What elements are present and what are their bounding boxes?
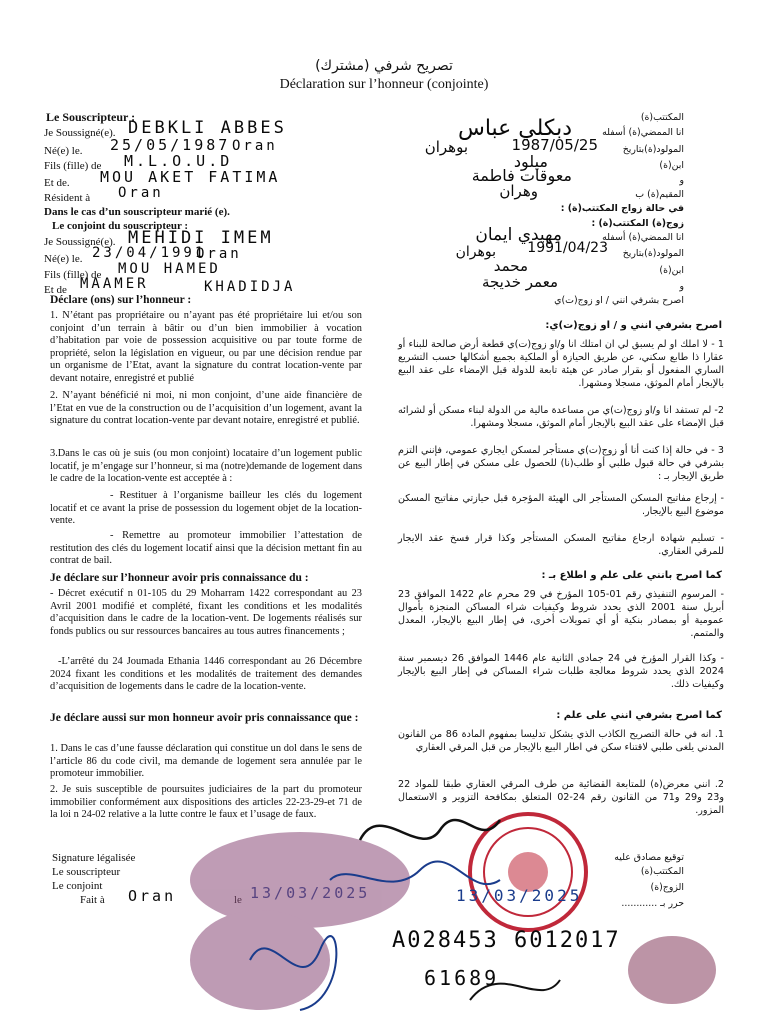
sig-conjoint: Le conjoint	[52, 880, 103, 892]
left-para-3b: - Remettre au promoteur immobilier l’attestation de restitution des clés du logement locatif ainsi que la décision mettant fin au contrat de bail.	[50, 530, 362, 567]
title-arabic: تصريح شرفي (مشترك)	[315, 58, 453, 74]
left-arrete: -L’arrêté du 24 Joumada Ethania 1446 correspondant au 26 Décembre 2024 fixant les conditions et les modalités de traitement des demandes d’acquisition de logements dans le cadre de la location-vente.	[50, 656, 362, 693]
fait-a-label: Fait à	[80, 894, 105, 906]
ar-connaissance-heading: كما اصرح بانني على علم و اطلاع بـ :	[541, 570, 722, 581]
label-ne: Né(e) le.	[44, 145, 83, 157]
ar-value-pere: ميلود	[513, 152, 548, 171]
ar-conjoint-mere: معمر خديجة	[481, 273, 558, 291]
conjoint-value-mere-prenom: KHADIDJA	[204, 279, 296, 295]
conjoint-label-fils: Fils (fille) de	[44, 269, 102, 281]
label-resident: Résident à	[44, 192, 91, 204]
stamp-registration-numbers: A028453 6012017	[392, 928, 621, 953]
ar-value-lieu: بوهران	[424, 138, 468, 156]
ar-label-soussigne: انا الممضي(ة) أسفله	[602, 127, 684, 138]
left-decret: - Décret exécutif n 01-105 du 29 Moharram 1422 correspondant au 23 Avril 2001 modifié et complété, fixant les conditions et les modalités d’acquisition dans le cadre de la location-vent. De logements réalisés sur fonds publics ou sur ressources bancaires au tous autres financements ;	[50, 588, 362, 637]
ar-sig-conjoint: الزوج(ة)	[650, 882, 684, 893]
ar-conjoint-label-ne: المولود(ة)بتاريخ	[622, 248, 684, 259]
declare-heading: Déclare (ons) sur l’honneur :	[50, 294, 192, 306]
left-para-2: 2. N’ayant bénéficié ni moi, ni mon conjoint, d’une aide financière de l’Etat en vue de la construction ou de l’acquisition d’un logement, avant la signature du contrat location-vente par devant notaire, enregistré et publié.	[50, 390, 362, 427]
ar-aussi-1: 1. انه في حالة التصريح الكاذب الذي يشكل تدليسا بمفهوم المادة 86 من القانون المدني يلغى طلبي لاقتناء سكن في اطار البيع بالإيجار من قبل المرقي العقاري	[398, 729, 725, 753]
label-fils: Fils (fille) de	[44, 160, 102, 172]
conjoint-label-et-de: Et de	[44, 284, 67, 296]
sig-legalisee: Signature légalisée	[52, 852, 136, 864]
sig-souscripteur: Le souscripteur	[52, 866, 121, 878]
left-para-3: 3.Dans le cas où je suis (ou mon conjoint) locataire d’un logement public locatif, je m’engage sur l’honneur, si ma (notre)demande de logement dans le cadre de la location-vente est acceptée à :	[50, 448, 362, 485]
connaissance-heading: Je déclare sur l’honneur avoir pris connaissance du :	[50, 572, 309, 584]
ar-conjoint-pere: محمد	[493, 257, 528, 275]
conjoint-value-nom: MEHIDI IMEM	[128, 228, 274, 248]
value-date: 25/05/1987	[110, 136, 231, 154]
signature-stroke-1	[360, 820, 500, 840]
conjoint-title: Le conjoint du souscripteur :	[52, 220, 189, 232]
ar-sig-legalisee: توقيع مصادق عليه	[614, 852, 684, 863]
ar-label-fils: ابن(ة)	[659, 160, 684, 171]
value-pere: M.L.O.U.D	[124, 152, 233, 170]
ar-label-ne: المولود(ة)بتاريخ	[622, 144, 684, 155]
stamp-code: 61689	[424, 966, 500, 990]
ar-fait: حرر بـ ............	[621, 898, 684, 909]
left-para-1: 1. N’étant pas propriétaire ou n’ayant pas été propriétaire lui et/ou son conjoint d’un terrain à bâtir ou d’un bien immobilier à vocation d’habitation par voie de possession acquisitive ou par toute forme de propriété, selon la législation en vigueur, ou par une décision rendue par un organisme de l’Etat, avant la signature du contrat location-vente par devant notaire, enregistré et publié	[50, 310, 362, 384]
ar-souscripteur-title: المكتتب(ة)	[640, 112, 684, 123]
stamp-hand-date: 13/03/2025	[456, 886, 583, 905]
conjoint-label-ne: Né(e) le.	[44, 253, 83, 265]
ar-heading-small: اصرح بشرفي انني / او زوج(ت)ي	[554, 295, 684, 306]
ar-conjoint-label-fils: ابن(ة)	[659, 265, 684, 276]
ar-conjoint-title: زوج(ة) المكتتب(ة) :	[591, 218, 684, 229]
left-para-3a: - Restituer à l’organisme bailleur les clés du logement locatif et ce avant la prise de possession du logement objet de la location-vente.	[50, 490, 362, 527]
conjoint-value-mere-nom: MAAMER	[80, 276, 149, 292]
value-mere: MOU AKET FATIMA	[100, 168, 281, 186]
left-aussi-1: 1. Dans le cas d’une fausse déclaration qui constitue un dol dans le sens de l’article 86 du code civil, ma demande de logement sera annulée par le promoteur immobilier.	[50, 743, 362, 780]
ar-conjoint-nom: مهيدي ايمان	[475, 225, 562, 245]
ar-conjoint-label-soussigne: انا الممضي(ة) أسفله	[602, 232, 684, 243]
left-aussi-2: 2. Je suis susceptible de poursuites judiciaires de la part du promoteur immobilier conformément aux dispositions des articles 22-23-29-et 71 de la loi n 24-02 relative a la lutte contre le faux et l’usage de faux.	[50, 784, 362, 821]
ar-conjoint-date: 1991/04/23	[527, 240, 608, 256]
label-soussigne: Je Soussigné(e).	[44, 127, 116, 139]
red-official-seal	[470, 814, 586, 930]
value-residence: Oran	[118, 185, 164, 201]
ar-para-1: 1 - لا املك او لم يسبق لي ان امتلك انا و/او زوج(ت)ي قطعة أرض صالحة للبناء أو عقارا ذا طابع سكني، عن طريق الحيازة أو الملكية بجميع أشكالها حسب التشريع الساري المفعول أو بقرار صادر عن هيئة تابعة للدولة قبل الإمضاء على عقد البيع بالإيجار أمام الموثق، مسجلا ومشهرا.	[398, 339, 724, 389]
ar-aussi-heading: كما اصرح بشرفي انني على علم :	[556, 710, 722, 721]
label-et-de: Et de.	[44, 177, 70, 189]
ar-conjoint-label-et-de: و	[679, 281, 684, 292]
souscripteur-title: Le Souscripteur :	[46, 110, 136, 124]
ar-arrete: - وكذا القرار المؤرخ في 24 جمادى الثانية عام 1446 الموافق 26 ديسمبر سنة 2024 الذي يحدد شروط معالجة طلبات شراء المساكن في إطار البيع بالإيجار وكيفيات ذلك.	[398, 653, 724, 690]
value-lieu: Oran	[232, 138, 278, 154]
ar-para-3a: - إرجاع مفاتيح المسكن المستأجر الى الهيئة المؤجرة قبل حيازتي مفاتيح المسكن موضوع البيع بالإيجار.	[398, 493, 724, 517]
ar-aussi-2: 2. انني معرض(ة) للمتابعة القضائية من طرف المرقي العقاري طبقا للمواد 22 و23 و29 و71 من القانون رقم 24-02 المتعلق بمكافحة التزوير و الاستعمال المزور.	[398, 779, 725, 816]
marie-heading: Dans le cas d’un souscripteur marié (e).	[44, 206, 230, 218]
ar-para-3b: - تسليم شهادة ارجاع مفاتيح المسكن المستأجر وكذا قرار فسخ عقد الايجار للمرقي العقاري.	[398, 533, 724, 557]
purple-stamp-blot	[190, 832, 410, 1010]
ar-para-3: 3 - في حالة إذا كنت أنا أو زوج(ت)ي مستأجر لمسكن ايجاري عمومي، فإنني التزم بشرفي في حالة قبول طلبي أو طلب(نا) للحصول على مسكن في إطار البيع عن طريق الإيجار بـ :	[398, 445, 724, 482]
conjoint-value-lieu: Oran	[196, 246, 242, 262]
ar-marie-heading: في حالة زواج المكتتب(ة) :	[560, 203, 684, 214]
conjoint-label-soussigne: Je Soussigné(e).	[44, 236, 116, 248]
ar-para-2: 2- لم تستفد انا و/او زوج(ت)ي من مساعدة مالية من الدولة لبناء مسكن أو لشرائه قبل الإمضاء على عقد البيع بالإيجار أمام الموثق، مسجلا ومشهرا.	[398, 405, 724, 429]
ar-value-mere: معوقات فاطمة	[471, 166, 572, 185]
conjoint-value-date: 23/04/1991	[92, 245, 207, 261]
ar-value-date: 1987/05/25	[511, 136, 598, 154]
ar-decret: - المرسوم التنفيذي رقم 01-105 المؤرخ في 29 محرم عام 1422 الموافق 23 أبريل سنة 2001 الذي يحدد شروط وكيفيات شراء المساكن المنجزة بأموال عمومية أو بمصادر بنكية أو أي تمويلات أخرى، في إطار البيع بالإيجار، المعدل والمتمم.	[398, 589, 724, 639]
ar-sig-souscripteur: المكتتب(ة)	[640, 866, 684, 877]
fingerprint-mark	[628, 936, 716, 1004]
ar-label-et-de: و	[679, 175, 684, 186]
aussi-heading: Je déclare aussi sur mon honneur avoir pris connaissance que :	[50, 712, 359, 724]
ar-value-nom: دبكلي عباس	[457, 116, 572, 141]
ar-label-resident: المقيم(ة) ب	[635, 189, 684, 200]
ar-declare-heading: اصرح بشرفي انني و / او زوج(ت)ي:	[545, 320, 722, 331]
value-nom: DEBKLI ABBES	[128, 118, 287, 138]
ar-value-residence: وهران	[499, 182, 538, 200]
title-french: Déclaration sur l’honneur (conjointe)	[279, 77, 489, 92]
fait-lieu: Oran	[128, 887, 177, 905]
ar-conjoint-lieu: بوهران	[455, 244, 496, 260]
conjoint-value-pere: MOU HAMED	[118, 261, 221, 277]
